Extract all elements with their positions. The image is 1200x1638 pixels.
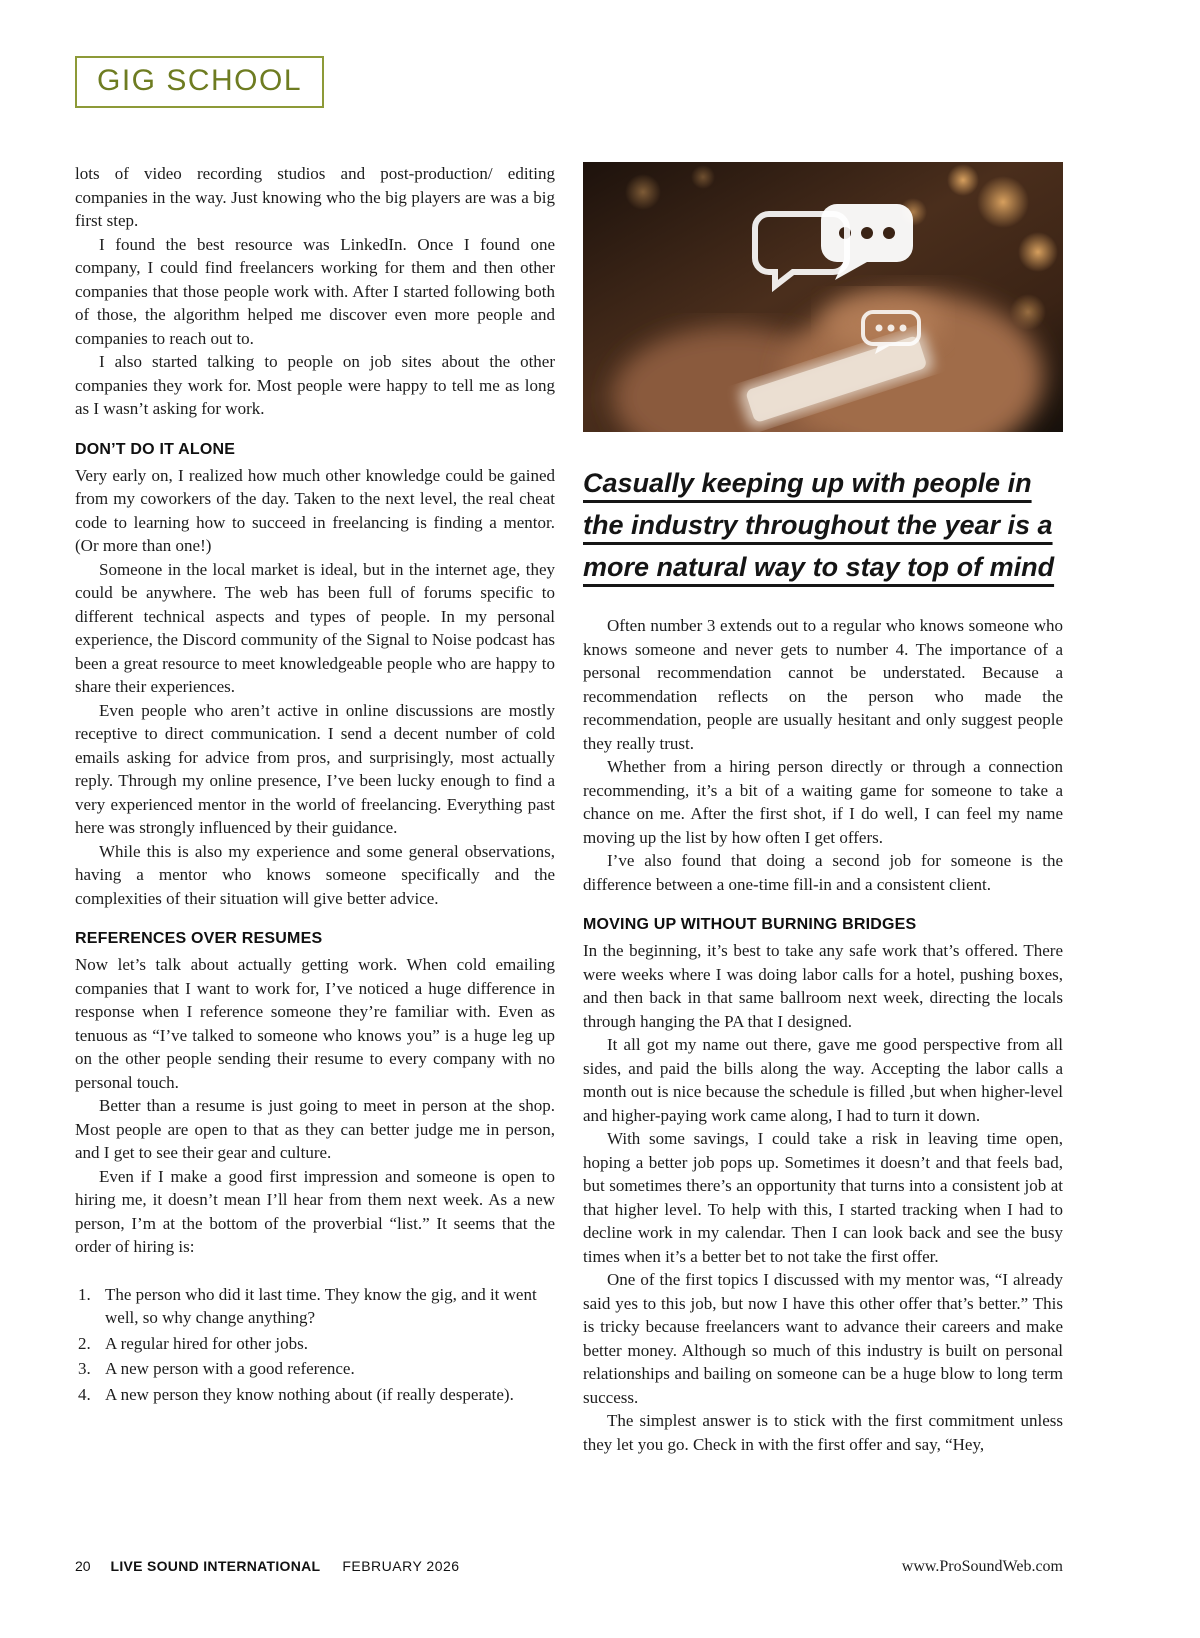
article-photo: [583, 162, 1063, 432]
paragraph: lots of video recording studios and post-production/ editing companies in the way. Just knowing who the big players are was a big first step.: [75, 164, 555, 230]
list-item: [75, 1383, 555, 1407]
pull-quote-line: Casually keeping up with people in: [583, 468, 1032, 498]
paragraph: Very early on, I realized how much other knowledge could be gained from my coworkers of the day. Taken to the next level, the real cheat code to learning how to succeed in freelancing is finding a mentor. (Or more than one!): [75, 465, 555, 555]
list-item: [75, 1357, 555, 1381]
hiring-order-list: [75, 1283, 555, 1407]
paragraph: It all got my name out there, gave me good perspective from all sides, and paid the bills along the way. Accepting the labor calls a month out is nice because the schedule is filled ,but when higher-level and higher-paying work came along, I had to turn it down.: [583, 1035, 1063, 1125]
issue-date: FEBRUARY 2026: [342, 1558, 460, 1574]
list-item-text: A new person they know nothing about (if really desperate).: [105, 1384, 514, 1404]
section-kicker: [75, 56, 324, 108]
list-item-number: 1.: [78, 1284, 91, 1304]
magazine-page: [75, 56, 1063, 1456]
left-column: [75, 162, 555, 1456]
paragraph: One of the first topics I discussed with my mentor was, “I already said yes to this job, but now I have this other offer that’s better.” This is tricky because freelancers want to advance their careers and make better money. Although so much of this industry is built on personal relationships and bailing on someone can be a huge blow to long term success.: [583, 1270, 1063, 1407]
paragraph: I also started talking to people on job sites about the other companies they work for. Most people were happy to tell me as long as I wasn’t asking for work.: [75, 352, 555, 418]
paragraph: While this is also my experience and some general observations, having a mentor who knows someone specifically and the complexities of their situation will give better advice.: [75, 841, 555, 908]
list-item-number: 3.: [78, 1359, 91, 1378]
footer-website: www.ProSoundWeb.com: [901, 1558, 1063, 1575]
section-kicker-label: GIG SCHOOL: [97, 64, 303, 97]
paragraph: Someone in the local market is ideal, but in the internet age, they could be anywhere. The web has been full of forums specific to different technical aspects and types of people. In my personal experience, the Discord community of the Signal to Noise podcast has been a great resource to meet knowledgeable people who are happy to share their experiences.: [75, 559, 555, 696]
paragraph: Even if I make a good first impression and someone is open to hiring me, it doesn’t mean I’ll hear from them next week. As a new person, I’m at the bottom of the proverbial “list.” It seems that the order of hiring is:: [75, 1166, 555, 1256]
paragraph: The simplest answer is to stick with the first commitment unless they let you go. Check in with the first offer and say, “Hey,: [583, 1411, 1063, 1454]
page-number: 20: [75, 1558, 91, 1574]
list-item-number: 2.: [78, 1333, 91, 1353]
list-item: [75, 1332, 555, 1356]
footer-left: [75, 1558, 460, 1574]
article-photo-graphic: [583, 162, 1063, 432]
paragraph: Whether from a hiring person directly or through a connection recommending, it’s a bit of a waiting game for someone to take a chance on me. After the first shot, if I do well, I can feel my name moving up the list by how often I get offers.: [583, 757, 1063, 847]
page-footer: [75, 1558, 1063, 1576]
subhead-references-over-resumes: REFERENCES OVER RESUMES: [75, 930, 323, 947]
paragraph: With some savings, I could take a risk in leaving time open, hoping a better job pops up. Sometimes it doesn’t and that feels bad, but sometimes there’s an opportunity that turns into a consistent job at that higher level. To help with this, I started tracking when I had to decline work in my calendar. Then I can look back and see the busy times when it’s a better bet to not take the first offer.: [583, 1129, 1063, 1266]
list-item: [75, 1283, 555, 1330]
paragraph: I found the best resource was LinkedIn. Once I found one company, I could find freelancers working for them and then other companies that those people work with. After I started following both of those, the algorithm helped me discover even more people and companies to reach out to.: [75, 234, 555, 348]
paragraph: Now let’s talk about actually getting work. When cold emailing companies that I want to work for, I’ve noticed a huge difference in response when I reference someone they’re familiar with. Even as tenuous as “I’ve talked to someone who knows you” is a huge leg up on the other people sending their resume to every company with no personal touch.: [75, 955, 555, 1092]
right-column: [583, 162, 1063, 1456]
pull-quote-line: more natural way to stay top of mind: [583, 552, 1055, 582]
paragraph: Often number 3 extends out to a regular who knows someone who knows someone and never gets to number 4. The importance of a personal recommendation cannot be understated. Because a recommendation reflects on the person who made the recommendation, people are usually hesitant and only suggest people they really trust.: [583, 616, 1063, 753]
paragraph: In the beginning, it’s best to take any safe work that’s offered. There were weeks where I was doing labor calls for a hotel, pushing boxes, and then back in that same ballroom next week, directing the locals through hanging the PA that I designed.: [583, 941, 1063, 1031]
paragraph: Even people who aren’t active in online discussions are mostly receptive to direct communication. I send a decent number of cold emails asking for advice from pros, and surprisingly, most actually reply. Through my online presence, I’ve been lucky enough to find a very experienced mentor in the world of freelancing. Everything past here was strongly influenced by their guidance.: [75, 700, 555, 837]
list-item-text: A regular hired for other jobs.: [105, 1333, 308, 1353]
subhead-dont-do-it-alone: DON’T DO IT ALONE: [75, 440, 236, 458]
list-item-text: A new person with a good reference.: [105, 1359, 355, 1378]
pull-quote: [583, 462, 1063, 588]
pull-quote-line: the industry throughout the year is a: [583, 510, 1053, 540]
subhead-moving-up-without-burning-bridges: MOVING UP WITHOUT BURNING BRIDGES: [583, 916, 917, 933]
magazine-title: LIVE SOUND INTERNATIONAL: [110, 1558, 321, 1574]
paragraph: Better than a resume is just going to meet in person at the shop. Most people are open to that as they can better judge me in person, and I get to see their gear and culture.: [75, 1096, 555, 1162]
paragraph: I’ve also found that doing a second job for someone is the difference between a one-time fill-in and a consistent client.: [583, 851, 1063, 894]
article-columns: [75, 162, 1063, 1456]
list-item-text: The person who did it last time. They know the gig, and it went well, so why change anything?: [105, 1284, 537, 1327]
list-item-number: 4.: [78, 1384, 91, 1404]
